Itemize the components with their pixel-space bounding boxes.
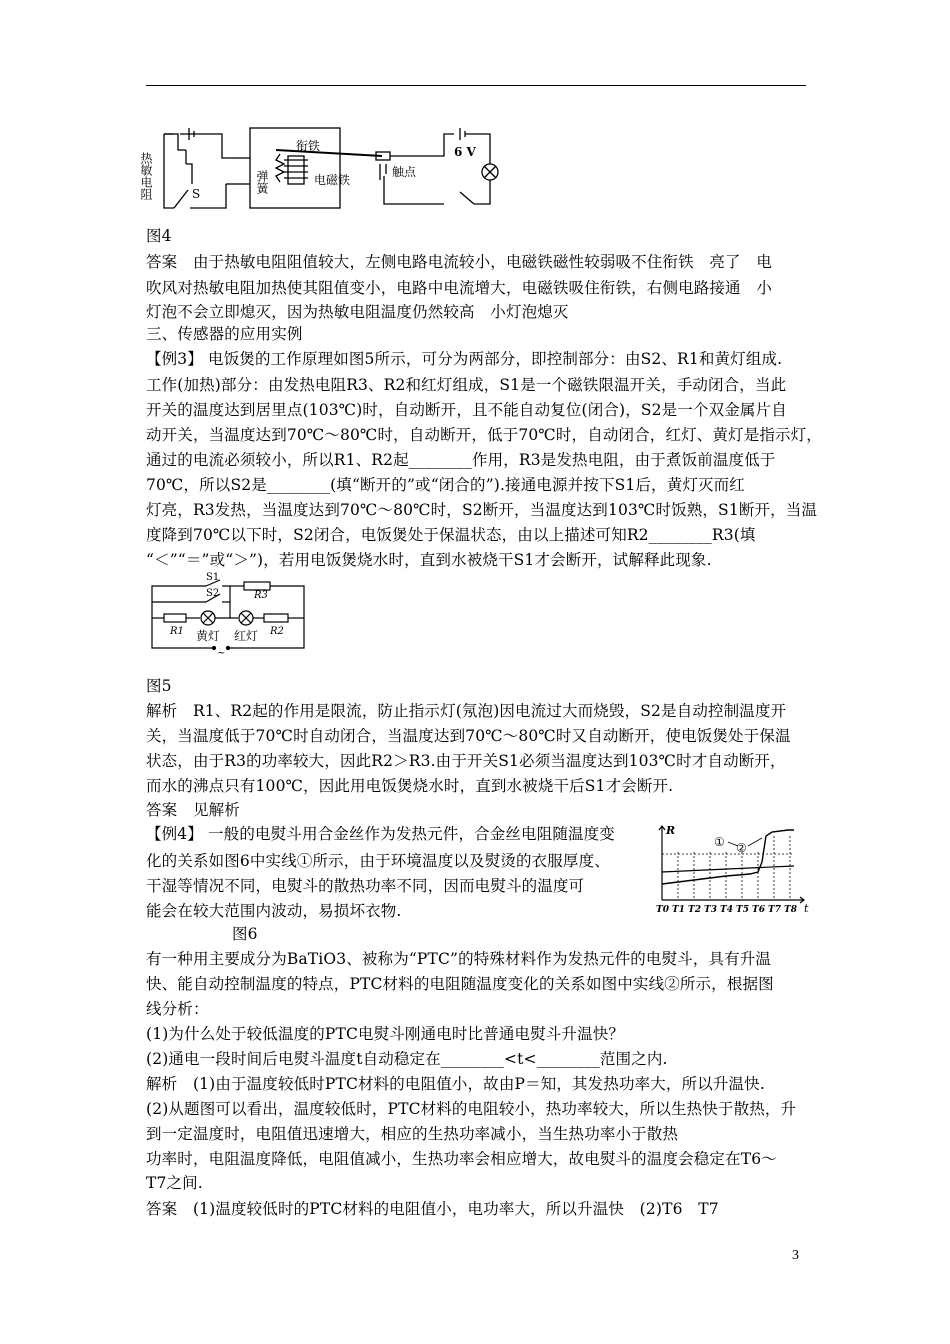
text-line-28: 线分析： [146,1000,209,1018]
fig4-contact-label: 触点 [392,165,417,179]
fig6-tick-label: T2 [688,905,701,915]
text-line-24: 能会在较大范围内波动，易损坏衣物. [146,902,402,920]
figure-5-caption: 图5 [146,677,172,695]
fig6-tick-label: T7 [768,905,781,915]
text-line-34: 功率时，电阻温度降低，电阻值减小，生热功率会相应增大，故电熨斗的温度会稳定在T6～ [146,1150,777,1168]
fig5-r3-label: R3 [254,590,268,601]
text-line-12: 灯亮，R3发热，当温度达到70℃～80℃时，S2断开，当温度达到103℃时饭熟，S1断开，当温 [146,501,818,519]
figure-6-caption: 图6 [232,925,258,943]
fig4-armature-label: 衔铁 [296,139,321,153]
text-line-31: 解析 (1)由于温度较低时PTC材料的电阻值小，故由P＝知，其发热功率大，所以升温快. [146,1075,765,1093]
fig6-tick-label: T6 [752,905,765,915]
text-line-30: (2)通电一段时间后电熨斗温度t自动稳定在________<t<________范围之内. [146,1050,668,1068]
text-line-17: 关，当温度低于70℃时自动闭合，当温度达到70℃～80℃时又自动断开，使电饭煲处于保温 [146,727,791,745]
fig5-yellow-lamp-label: 黄灯 [196,629,221,643]
fig6-tick-label: T5 [736,905,749,915]
text-line-4: 灯泡不会立即熄灭，因为热敏电阻温度仍然较高 小灯泡熄灭 [146,303,569,321]
text-line-18: 状态，由于R3的功率较大，因此R2＞R3.由于开关S1必须当温度达到103℃时才自动断开， [146,752,786,770]
figure-6-graph [654,822,812,916]
fig6-x-axis-label: t [804,902,809,915]
text-line-29: (1)为什么处于较低温度的PTC电熨斗刚通电时比普通电熨斗升温快？ [146,1025,625,1043]
fig6-tick-label: T8 [784,905,797,915]
text-line-21: 【例4】 一般的电熨斗用合金丝作为发热元件，合金丝电阻随温度变 [146,825,615,843]
fig6-curve2-label: ② [736,841,747,855]
fig4-spring-label: 弹簧 [255,170,269,194]
text-line-9: 动开关，当温度达到70℃～80℃时，自动断开，低于70℃时，自动闭合，红灯、黄灯是指示灯， [146,426,822,444]
text-line-13: 度降到70℃以下时，S2闭合，电饭煲处于保温状态，由以上描述可知R2________R3(填 [146,526,756,544]
fig5-source-label: ~ [217,648,226,659]
figure-4-circuit [139,120,524,215]
header-rule [146,85,806,86]
page-number: 3 [792,1248,799,1263]
fig4-electromagnet-label: 电磁铁 [314,173,351,187]
fig5-r2-label: R2 [270,626,284,637]
fig6-tick-label: T1 [672,905,685,915]
fig5-r1-label: R1 [170,626,184,637]
text-line-32: (2)从题图可以看出，温度较低时，PTC材料的电阻较小，热功率较大，所以生热快于散热，升 [146,1100,797,1118]
text-line-2: 答案 由于热敏电阻阻值较大，左侧电路电流较小，电磁铁磁性较弱吸不住衔铁 亮了 电 [146,253,773,271]
text-line-33: 到一定温度时，电阻值迅速增大，相应的生热功率减小，当生热功率小于散热 [146,1125,679,1143]
text-line-20: 答案 见解析 [146,801,240,819]
fig6-tick-label: T4 [720,905,733,915]
fig6-curve1-label: ① [714,835,725,849]
text-line-6: 【例3】 电饭煲的工作原理如图5所示，可分为两部分，即控制部分：由S2、R1和黄灯组成. [146,350,783,368]
fig5-s2-label: S2 [206,588,220,599]
text-line-27: 快、能自动控制温度的特点，PTC材料的电阻随温度变化的关系如图中实线②所示，根据图 [146,975,774,993]
text-line-26: 有一种用主要成分为BaTiO3、被称为“PTC”的特殊材料作为发热元件的电熨斗，具有升温 [146,950,772,968]
text-line-10: 通过的电流必须较小，所以R1、R2起________作用，R3是发热电阻，由于煮饭前温度低于 [146,451,776,469]
fig6-tick-label: T3 [704,905,717,915]
fig5-red-lamp-label: 红灯 [234,629,259,643]
section-heading: 三、传感器的应用实例 [146,325,303,343]
text-line-16: 解析 R1、R2起的作用是限流，防止指示灯(氖泡)因电流过大而烧毁，S2是自动控制温度开 [146,702,787,720]
text-line-8: 开关的温度达到居里点(103℃)时，自动断开，且不能自动复位(闭合)，S2是一个双金属片自 [146,401,787,419]
fig4-thermistor-label: 热敏电阻 [139,152,153,200]
text-line-7: 工作(加热)部分：由发热电阻R3、R2和红灯组成，S1是一个磁铁限温开关，手动闭合，当此 [146,376,787,394]
text-line-19: 而水的沸点只有100℃，因此用电饭煲烧水时，直到水被烧干后S1才会断开. [146,777,674,795]
text-line-23: 干湿等情况不同，电熨斗的散热功率不同，因而电熨斗的温度可 [146,877,585,895]
text-line-36: 答案 (1)温度较低时的PTC材料的电阻值小，电功率大，所以升温快 (2)T6 T7 [146,1200,719,1218]
fig6-y-axis-label: R [666,824,676,837]
text-line-1: 图4 [146,227,172,245]
fig4-switch-label: S [192,187,201,201]
text-line-22: 化的关系如图6中实线①所示，由于环境温度以及熨烫的衣服厚度、 [146,852,610,870]
figure-5-circuit [146,570,316,658]
text-line-11: 70℃，所以S2是________(填“断开的”或“闭合的”).接通电源并按下S1后，黄灯灭而红 [146,476,745,494]
fig6-tick-label: T0 [656,905,669,915]
text-line-3: 吹风对热敏电阻加热使其阻值变小，电路中电流增大，电磁铁吸住衔铁，右侧电路接通 小 [146,279,773,297]
fig5-s1-label: S1 [206,572,220,583]
text-line-35: T7之间. [146,1174,203,1192]
text-line-14: “＜”“＝”或“＞”)，若用电饭煲烧水时，直到水被烧干S1才会断开，试解释此现象. [146,551,712,569]
fig4-battery-label: 6 V [454,145,476,159]
